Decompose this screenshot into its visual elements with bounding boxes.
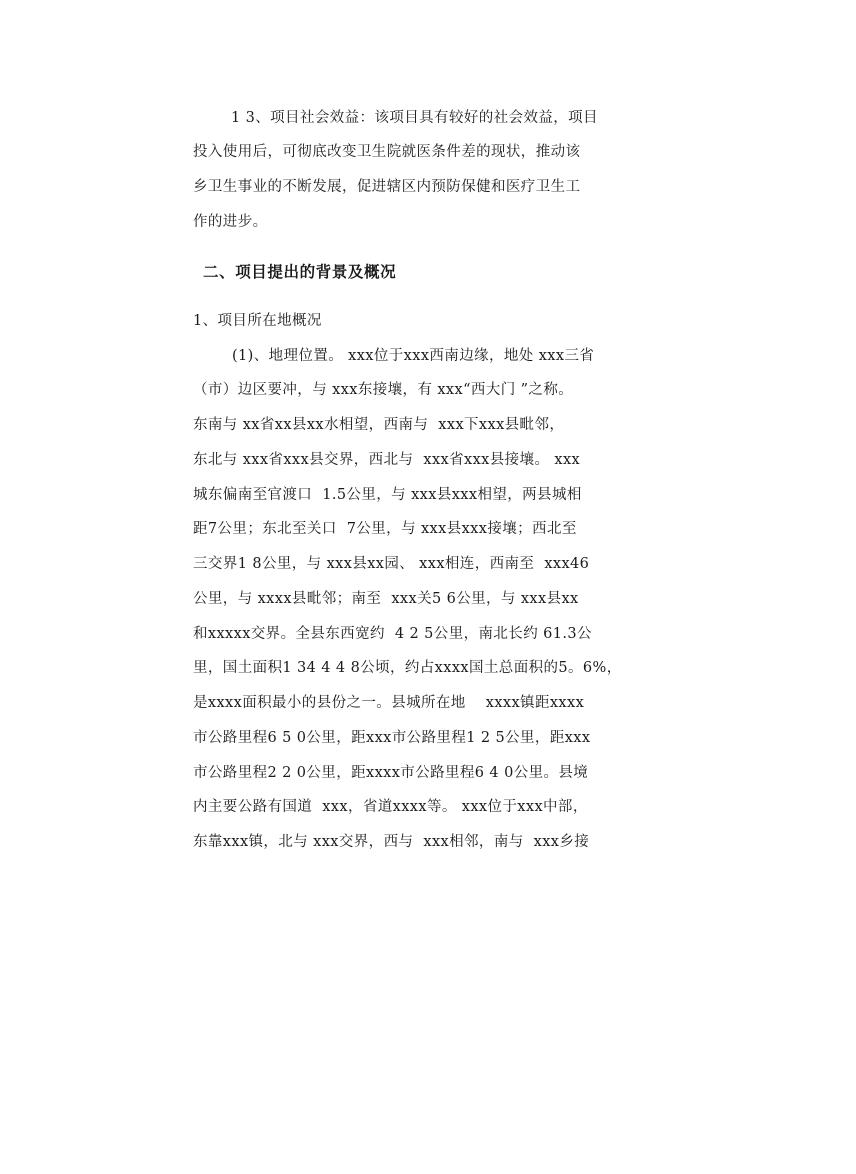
paragraph-1-line-1: 1 3、项目社会效益：该项目具有较好的社会效益，项目 (231, 110, 598, 126)
paragraph-1-line-4: 作的进步。 (193, 214, 268, 230)
paragraph-2-line-3: 东南与 xx省xx县xx水相望，西南与 xxx下xxx县毗邻， (193, 417, 565, 433)
paragraph-2-line-11: 是xxxx面积最小的县份之一。县城所在地 xxxx镇距xxxx (193, 695, 585, 711)
paragraph-2-line-6: 距7公里；东北至关口 7公里，与 xxx县xxx接壤；西北至 (193, 521, 577, 537)
paragraph-2-line-14: 内主要公路有国道 xxx，省道xxxx等。 xxx位于xxx中部， (193, 799, 588, 815)
paragraph-2-line-7: 三交界1 8公里，与 xxx县xx园、 xxx相连，西南至 xxx46 (193, 556, 590, 572)
paragraph-2-line-1: (1)、地理位置。 xxx位于xxx西南边缘，地处 xxx三省 (232, 348, 595, 364)
subsection-heading: 1、项目所在地概况 (193, 313, 322, 329)
paragraph-2-line-4: 东北与 xxx省xxx县交界，西北与 xxx省xxx县接壤。 xxx (193, 452, 581, 468)
paragraph-2-line-8: 公里，与 xxxx县毗邻；南至 xxx关5 6公里，与 xxx县xx (193, 591, 579, 607)
paragraph-2-line-12: 市公路里程6 5 0公里，距xxx市公路里程1 2 5公里，距xxx (193, 730, 591, 746)
paragraph-1-line-2: 投入使用后，可彻底改变卫生院就医条件差的现状，推动该 (193, 144, 581, 160)
paragraph-2-line-15: 东靠xxx镇，北与 xxx交界，西与 xxx相邻，南与 xxx乡接 (193, 834, 590, 850)
section-heading: 二、项目提出的背景及概况 (203, 262, 397, 281)
paragraph-2-line-2: （市）边区要冲，与 xxx东接壤，有 xxx“西大门 ”之称。 (193, 382, 574, 398)
paragraph-2-line-10: 里，国土面积1 34 4 4 8公顷，约占xxxx国土总面积的5。6%， (193, 660, 622, 676)
paragraph-2-line-5: 城东偏南至官渡口 1.5公里，与 xxx县xxx相望，两县城相 (193, 487, 582, 503)
paragraph-1-line-3: 乡卫生事业的不断发展，促进辖区内预防保健和医疗卫生工 (193, 179, 581, 195)
paragraph-2-line-9: 和xxxxx交界。全县东西宽约 4 2 5公里，南北长约 61.3公 (193, 626, 592, 642)
paragraph-2-line-13: 市公路里程2 2 0公里，距xxxx市公路里程6 4 0公里。县境 (193, 765, 589, 781)
